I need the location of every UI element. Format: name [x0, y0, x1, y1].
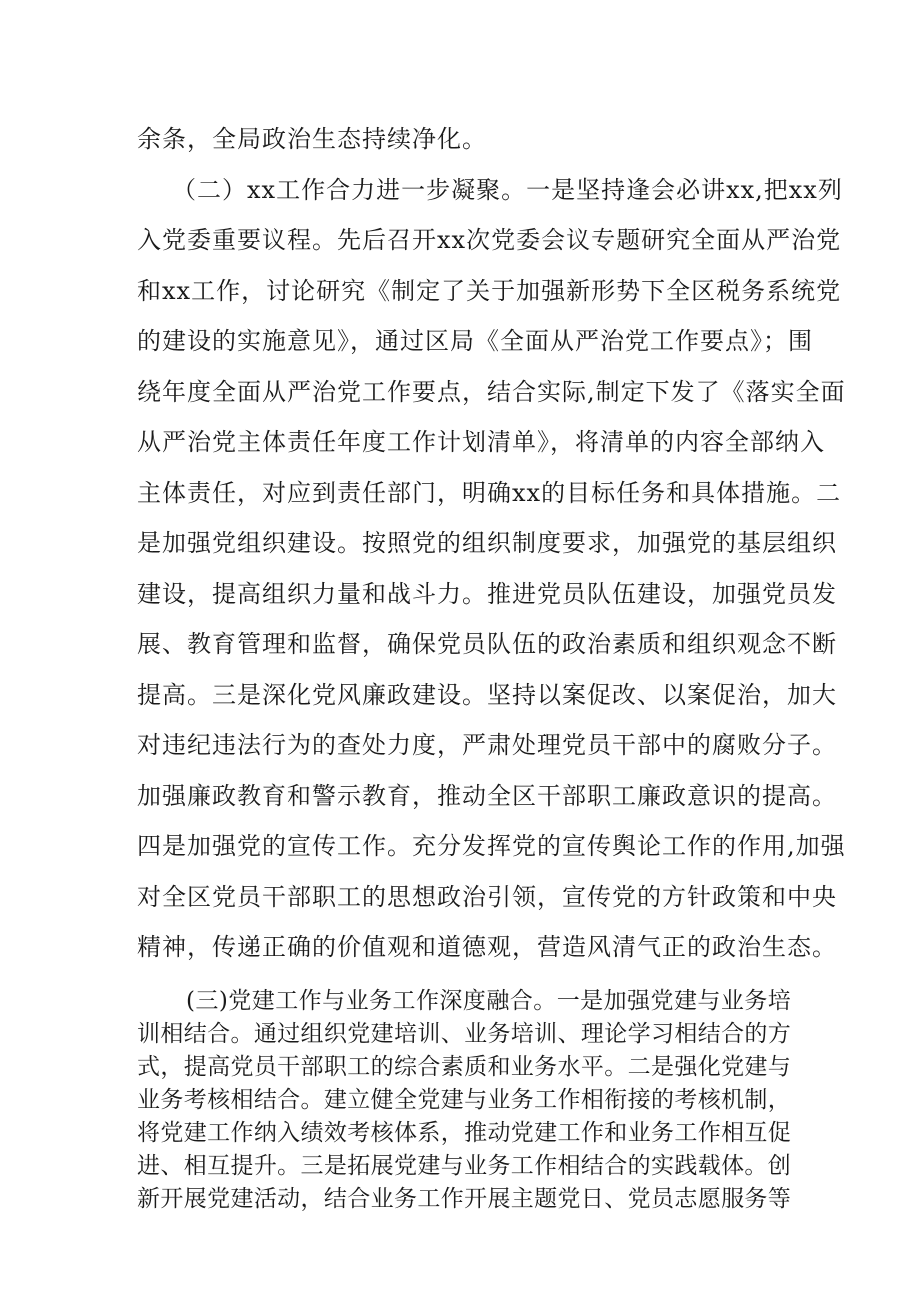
text-line: 四是加强党的宣传工作。充分发挥党的宣传舆论工作的作用,加强 — [137, 832, 846, 860]
text-line: 将党建工作纳入绩效考核体系，推动党建工作和业务工作相互促 — [137, 1120, 791, 1146]
text-line: 绕年度全面从严治党工作要点，结合实际,制定下发了《落实全面 — [137, 378, 846, 406]
text-line: 展、教育管理和监督，确保党员队伍的政治素质和组织观念不断 — [137, 630, 837, 658]
text-line: 和xx工作，讨论研究《制定了关于加强新形势下全区税务系统党 — [137, 277, 842, 305]
text-line: 是加强党组织建设。按照党的组织制度要求，加强党的基层组织 — [137, 529, 837, 557]
text-line: 训相结合。通过组织党建培训、业务培训、理论学习相结合的方 — [137, 1021, 791, 1047]
text-line: 新开展党建活动，结合业务工作开展主题党日、党员志愿服务等 — [137, 1186, 791, 1212]
text-line: 主体责任，对应到责任部门，明确xx的目标任务和具体措施。二 — [137, 479, 842, 507]
text-line: 精神，传递正确的价值观和道德观，营造风清气正的政治生态。 — [137, 933, 837, 961]
text-line: 进、相互提升。三是拓展党建与业务工作相结合的实践载体。创 — [137, 1153, 791, 1179]
text-line: 式，提高党员干部职工的综合素质和业务水平。二是强化党建与 — [137, 1054, 791, 1080]
text-line: 对全区党员干部职工的思想政治引领，宣传党的方针政策和中央 — [137, 883, 837, 911]
text-line: 提高。三是深化党风廉政建设。坚持以案促改、以案促治，加大 — [137, 681, 837, 709]
text-line: 入党委重要议程。先后召开xx次党委会议专题研究全面从严治党 — [137, 226, 842, 254]
text-line: 加强廉政教育和警示教育，推动全区干部职工廉政意识的提高。 — [137, 782, 837, 810]
text-line: 业务考核相结合。建立健全党建与业务工作相衔接的考核机制， — [137, 1087, 791, 1113]
text-line: 余条，全局政治生态持续净化。 — [137, 125, 487, 153]
paragraph-heading: (三)党建工作与业务工作深度融合。一是加强党建与业务培 — [186, 988, 791, 1014]
text-line: 建设，提高组织力量和战斗力。推进党员队伍建设，加强党员发 — [137, 580, 837, 608]
text-line: 的建设的实施意见》，通过区局《全面从严治党工作要点》；围 — [137, 327, 813, 355]
text-line: 对违纪违法行为的查处力度，严肃处理党员干部中的腐败分子。 — [137, 731, 837, 759]
paragraph-heading: （二）xx工作合力进一步凝聚。一是坚持逢会必讲xx,把xx列 — [172, 176, 843, 204]
text-line: 从严治党主体责任年度工作计划清单》，将清单的内容全部纳入 — [137, 428, 825, 456]
